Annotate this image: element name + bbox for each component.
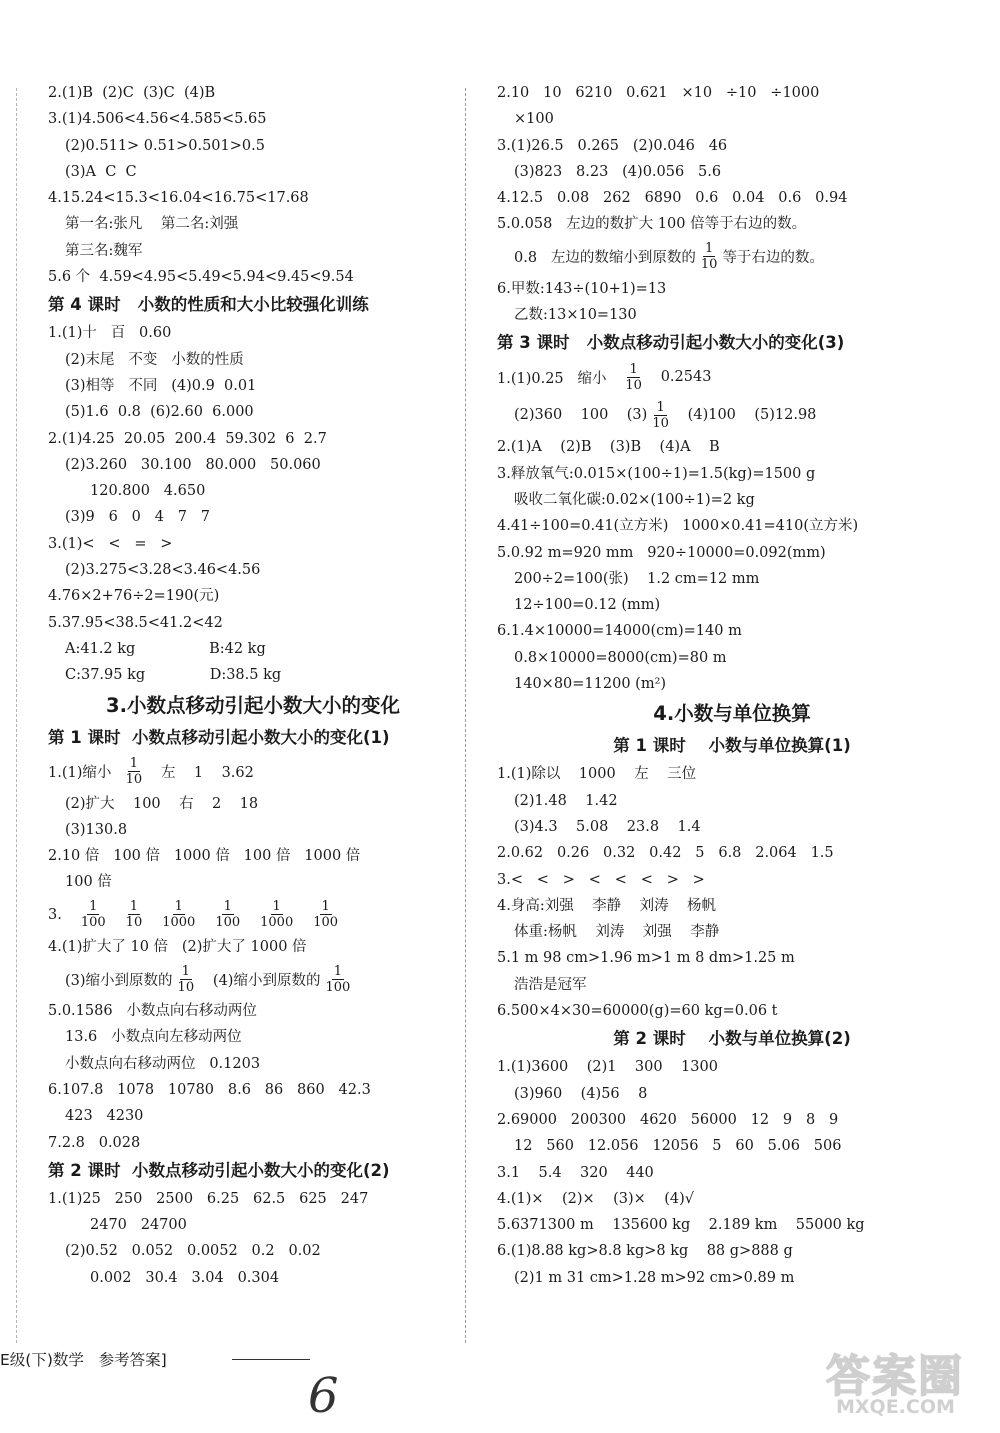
answer-line: 0.002 30.4 3.04 0.304 — [90, 1269, 280, 1286]
fraction — [124, 899, 145, 930]
answer-line: 1.(1)除以 1000 左 三位 — [497, 766, 697, 783]
fraction — [213, 899, 242, 930]
answer-line: (5)1.6 0.8 (6)2.60 6.000 — [65, 404, 254, 421]
answer-line: 4.12.5 0.08 262 6890 0.6 0.04 0.6 0.94 — [497, 190, 848, 207]
answer-line: (3)9 6 0 4 7 7 — [65, 509, 211, 526]
answer-line: 吸收二氧化碳:0.02×(100÷1)=2 kg — [514, 491, 755, 508]
answer-line: 4.76×2+76÷2=190(元) — [48, 588, 220, 605]
answer-line: (2)0.52 0.052 0.0052 0.2 0.02 — [65, 1243, 321, 1260]
answer-line: 5.6371300 m 135600 kg 2.189 km 55000 kg — [497, 1217, 865, 1234]
answer-line: A:41.2 kg B:42 kg — [65, 640, 266, 657]
fraction-denominator: 10 — [700, 257, 718, 273]
answer-line: 2.69000 200300 4620 56000 12 9 8 9 — [497, 1111, 839, 1128]
fraction-denominator: 10 — [652, 415, 669, 431]
answer-line: 12÷100=0.12 (mm) — [514, 597, 661, 614]
answer-line: ×100 — [514, 111, 554, 128]
answer-line: 100 倍 — [65, 874, 112, 891]
answer-line: 2.(1)A (2)B (3)B (4)A B — [497, 439, 720, 456]
fraction-denominator: 10 — [177, 979, 195, 995]
answer-line: 2.(1)4.25 20.05 200.4 59.302 6 2.7 — [48, 430, 327, 447]
answer-line: 乙数:13×10=130 — [514, 307, 637, 324]
answer-line: 6.1.4×10000=14000(cm)=140 m — [497, 623, 742, 640]
lesson-heading: 第 4 课时 小数的性质和大小比较强化训练 — [48, 295, 369, 315]
lesson-heading: 第 2 课时 小数点移动引起小数大小的变化(2) — [48, 1160, 390, 1180]
answer-text: 左 1 3.62 — [147, 765, 254, 782]
answer-line: 3.(1)< < = > — [48, 535, 173, 552]
answer-line: (2)0.511> 0.51>0.501>0.5 — [65, 137, 265, 154]
fraction — [176, 964, 197, 995]
answer-line: 4.15.24<15.3<16.04<16.75<17.68 — [48, 190, 309, 207]
lesson-heading: 第 1 课时 小数与单位换算(1) — [613, 736, 851, 756]
answer-line: 6.500×4×30=60000(g)=60 kg=0.06 t — [497, 1003, 778, 1020]
lesson-heading: 第 2 课时 小数与单位换算(2) — [613, 1029, 851, 1049]
answer-line: 3.< < > < < < > > — [497, 871, 705, 888]
fraction-answer-line — [497, 238, 967, 276]
fraction — [79, 899, 108, 930]
watermark — [820, 1340, 988, 1422]
fraction-numerator: 1 — [705, 241, 714, 257]
fraction — [623, 362, 644, 393]
answer-line: 3.(1)26.5 0.265 (2)0.046 46 — [497, 137, 728, 154]
answer-line: 200÷2=100(张) 1.2 cm=12 mm — [514, 570, 760, 587]
answer-text: (3)缩小到原数的 — [65, 972, 173, 989]
left-margin-rule — [16, 88, 17, 1343]
answer-line: 小数点向右移动两位 0.1203 — [65, 1055, 261, 1072]
fraction — [258, 899, 295, 930]
fraction-numerator: 1 — [272, 899, 281, 915]
answer-line: 4.(1)扩大了 10 倍 (2)扩大了 1000 倍 — [48, 938, 307, 955]
answer-line: 140×80=11200 (m²) — [514, 676, 667, 693]
fraction — [160, 899, 197, 930]
answer-line: 3.释放氧气:0.015×(100÷1)=1.5(kg)=1500 g — [497, 465, 816, 482]
column-divider — [465, 88, 466, 1343]
answer-line: (3)相等 不同 (4)0.9 0.01 — [65, 377, 257, 394]
fraction-numerator: 1 — [629, 361, 638, 377]
fraction — [323, 964, 352, 995]
answer-line: 7.2.8 0.028 — [48, 1134, 141, 1151]
answer-line: 423 4230 — [65, 1108, 144, 1125]
answer-line: 2.10 10 6210 0.621 ×10 ÷10 ÷1000 — [497, 85, 820, 101]
fraction-denominator: 10 — [125, 772, 143, 788]
fraction-denominator: 10 — [625, 377, 642, 393]
fraction — [124, 756, 145, 787]
answer-line: C:37.95 kg D:38.5 kg — [65, 667, 282, 684]
fraction-denominator: 100 — [313, 915, 339, 931]
section-title: 3.小数点移动引起小数大小的变化 — [106, 693, 400, 717]
fraction-answer-line — [48, 753, 458, 791]
answer-line: 5.0.1586 小数点向右移动两位 — [48, 1003, 257, 1020]
fraction — [650, 400, 671, 431]
answer-line: 120.800 4.650 — [90, 483, 206, 500]
answer-line: 6.(1)8.88 kg>8.8 kg>8 kg 88 g>888 g — [497, 1243, 793, 1260]
answer-line: (3)823 8.23 (4)0.056 5.6 — [514, 163, 722, 180]
fraction-numerator: 1 — [129, 756, 138, 772]
lesson-heading: 第 1 课时 小数点移动引起小数大小的变化(1) — [48, 727, 390, 747]
answer-line: 第一名:张凡 第二名:刘强 — [65, 216, 239, 233]
answer-line: 5.37.95<38.5<41.2<42 — [48, 614, 223, 631]
answer-line: (2)末尾 不变 小数的性质 — [65, 351, 244, 368]
answer-line: 5.0.92 m=920 mm 920÷10000=0.092(mm) — [497, 544, 826, 561]
answer-line: 5.0.058 左边的数扩大 100 倍等于右边的数。 — [497, 216, 807, 233]
answer-text: 等于右边的数。 — [722, 250, 824, 267]
answer-line: 6.甲数:143÷(10+1)=13 — [497, 280, 667, 297]
answer-line: (3)130.8 — [65, 821, 128, 838]
answer-line: 13.6 小数点向左移动两位 — [65, 1029, 242, 1046]
fraction-numerator: 1 — [656, 399, 665, 415]
fraction-denominator: 1000 — [260, 915, 294, 931]
answer-text: (2)360 100 (3) — [514, 407, 648, 424]
answer-text: (4)缩小到原数的 — [199, 972, 321, 989]
answer-line: 2.(1)B (2)C (3)C (4)B — [48, 85, 216, 101]
fraction-numerator: 1 — [321, 899, 330, 915]
answer-line: 4.(1)× (2)× (3)× (4)√ — [497, 1190, 694, 1207]
footer-rule — [232, 1359, 310, 1360]
answer-line: 4.身高:刘强 李静 刘涛 杨帆 — [497, 897, 717, 914]
fraction-numerator: 1 — [333, 963, 343, 979]
answer-line: (3)960 (4)56 8 — [514, 1085, 648, 1102]
lesson-heading: 第 3 课时 小数点移动引起小数大小的变化(3) — [497, 333, 845, 353]
answer-line: 2470 24700 — [90, 1217, 187, 1234]
fraction-numerator: 1 — [129, 899, 139, 915]
fraction-denominator: 100 — [215, 915, 241, 931]
section-title: 4.小数与单位换算 — [653, 702, 811, 726]
footer-label: E级(下)数学 参考答案] — [0, 1351, 167, 1369]
page-number: 6 — [308, 1368, 339, 1424]
answer-line: (2)3.260 30.100 80.000 50.060 — [65, 456, 321, 473]
fraction-answer-line — [48, 896, 458, 934]
fraction-denominator: 100 — [325, 979, 351, 995]
answer-text: 1.(1)0.25 缩小 — [497, 370, 621, 387]
answer-text: 0.2543 — [646, 369, 712, 386]
right-column — [497, 80, 967, 1291]
left-column — [48, 80, 458, 1291]
answer-line: (2)扩大 100 右 2 18 — [65, 795, 259, 812]
answer-text: 1.(1)缩小 — [48, 765, 121, 782]
answer-line: 1.(1)3600 (2)1 300 1300 — [497, 1059, 718, 1076]
fraction-denominator: 100 — [80, 915, 106, 931]
answer-line: 1.(1)十 百 0.60 — [48, 325, 172, 342]
fraction — [699, 241, 720, 272]
answer-line: 0.8×10000=8000(cm)=80 m — [514, 649, 727, 666]
answer-line: (2)3.275<3.28<3.46<4.56 — [65, 562, 261, 579]
watermark-url: MXQE.COM — [836, 1396, 955, 1418]
answer-line: (3)A C C — [65, 163, 137, 180]
answer-line: 4.41÷100=0.41(立方米) 1000×0.41=410(立方米) — [497, 518, 859, 535]
fraction-numerator: 1 — [89, 899, 98, 915]
fraction-answer-line — [497, 396, 967, 434]
question-number: 3. — [48, 906, 62, 923]
answer-line: 6.107.8 1078 10780 8.6 86 860 42.3 — [48, 1081, 371, 1098]
fraction-denominator: 10 — [125, 915, 143, 931]
answer-line: 2.10 倍 100 倍 1000 倍 100 倍 1000 倍 — [48, 848, 361, 865]
answer-line: 5.1 m 98 cm>1.96 m>1 m 8 dm>1.25 m — [497, 950, 795, 967]
answer-text: (4)100 (5)12.98 — [673, 407, 817, 424]
answer-line: 第三名:魏军 — [65, 242, 143, 259]
fraction-answer-line — [497, 358, 967, 396]
fraction-numerator: 1 — [174, 899, 183, 915]
answer-line: 体重:杨帆 刘涛 刘强 李静 — [514, 924, 720, 941]
answer-line: 3.(1)4.506<4.56<4.585<5.65 — [48, 111, 267, 128]
fraction-denominator: 1000 — [162, 915, 196, 931]
fraction-numerator: 1 — [181, 963, 190, 979]
answer-line: 浩浩是冠军 — [514, 976, 587, 993]
fraction-numerator: 1 — [223, 899, 232, 915]
answer-line: (2)1 m 31 cm>1.28 m>92 cm>0.89 m — [514, 1269, 795, 1286]
answer-line: (2)1.48 1.42 — [514, 792, 618, 809]
answer-line: (3)4.3 5.08 23.8 1.4 — [514, 818, 701, 835]
fraction — [311, 899, 340, 930]
answer-line: 5.6 个 4.59<4.95<5.49<5.94<9.45<9.54 — [48, 269, 354, 286]
answer-line: 2.0.62 0.26 0.32 0.42 5 6.8 2.064 1.5 — [497, 845, 834, 862]
answer-line: 1.(1)25 250 2500 6.25 62.5 625 247 — [48, 1190, 369, 1207]
answer-text: 0.8 左边的数缩小到原数的 — [514, 250, 696, 267]
watermark-title: 答案圈 — [826, 1351, 964, 1402]
answer-line: 3.1 5.4 320 440 — [497, 1164, 654, 1181]
answer-line: 12 560 12.056 12056 5 60 5.06 506 — [514, 1138, 842, 1155]
fraction-answer-line — [48, 960, 458, 998]
